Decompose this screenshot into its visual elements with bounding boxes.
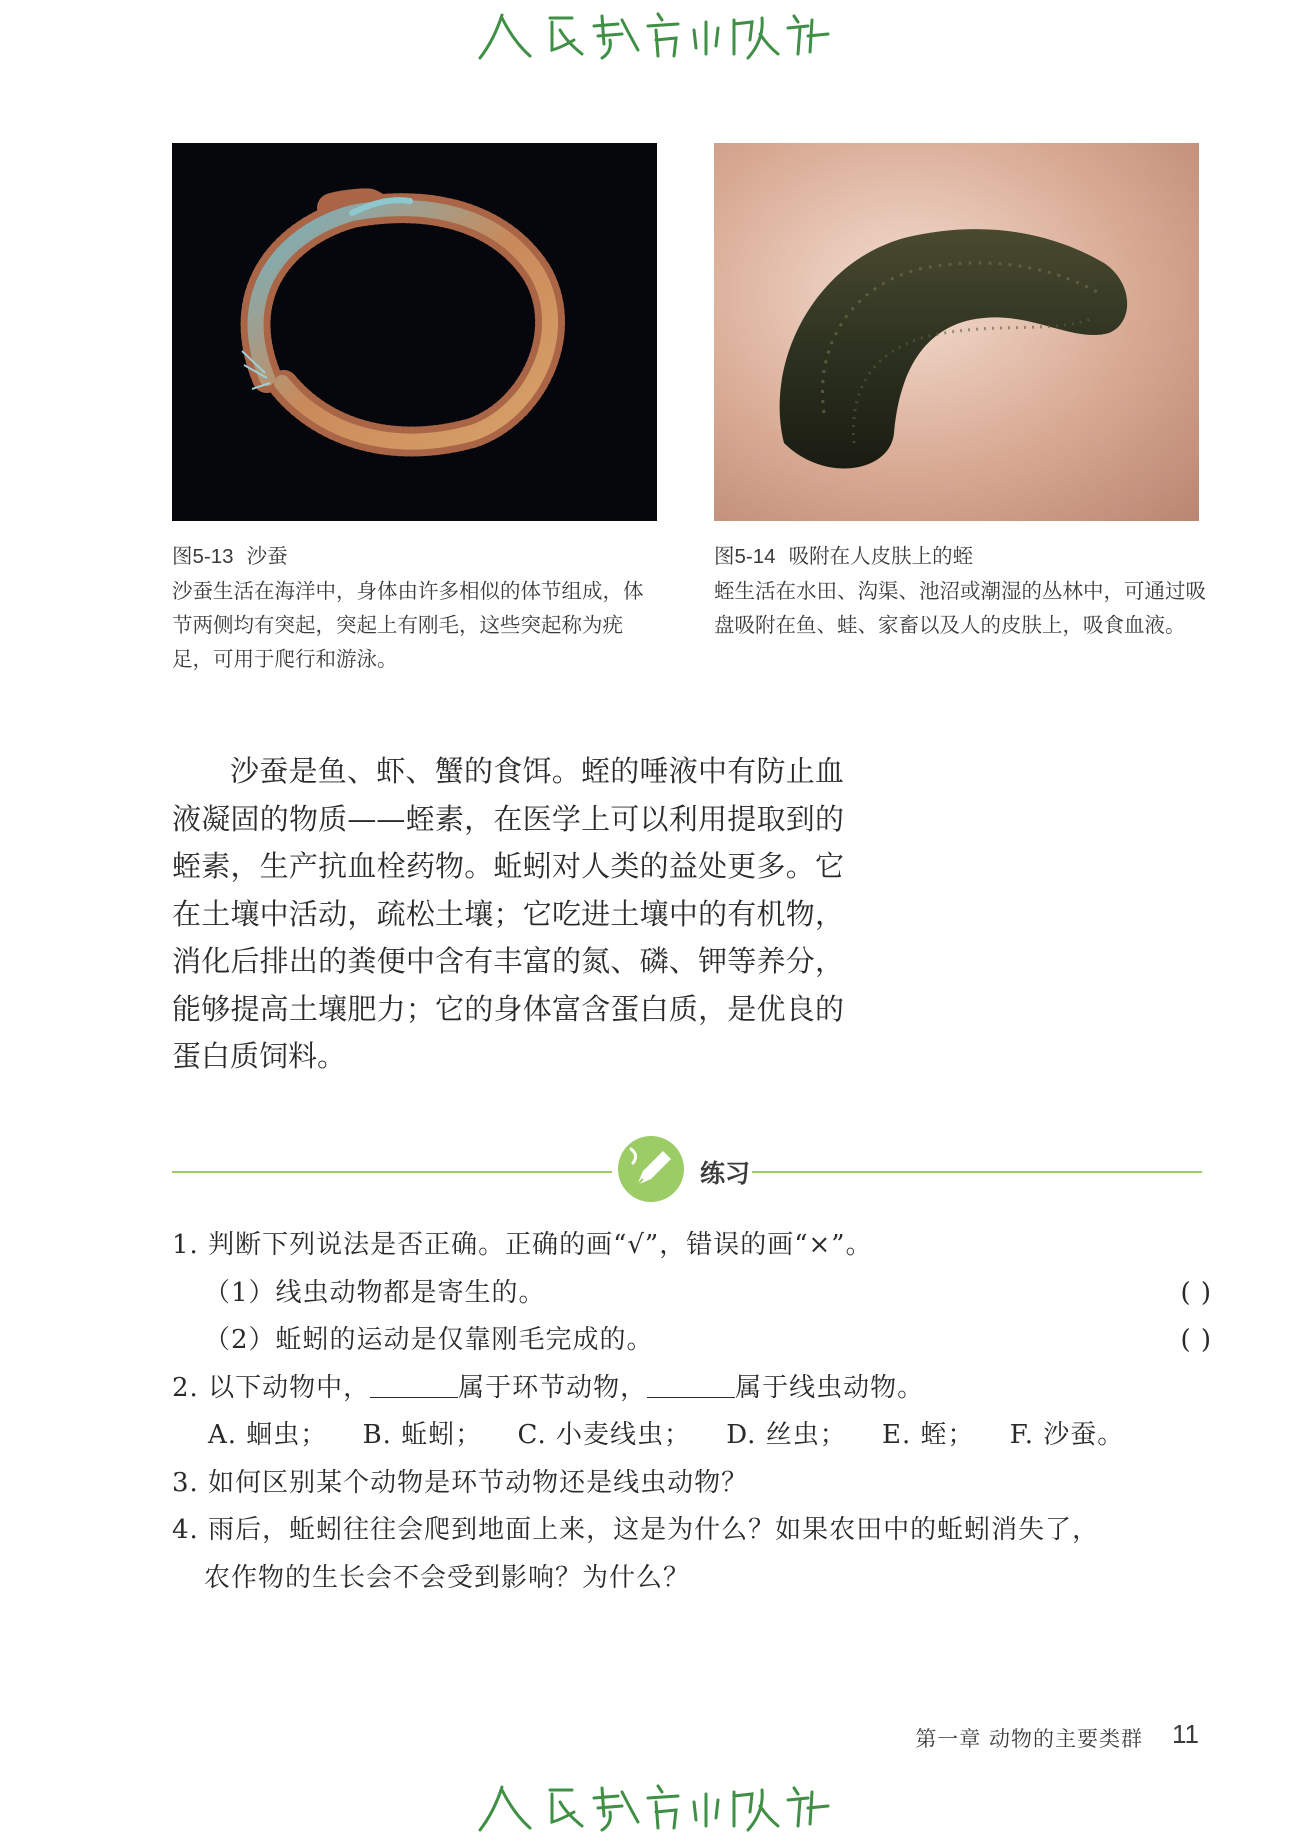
answer-blank bbox=[647, 1367, 735, 1398]
divider-right bbox=[752, 1171, 1202, 1173]
publisher-logo-icon bbox=[472, 1772, 832, 1842]
exercise-header bbox=[172, 1135, 1202, 1205]
question-1: 1. 判断下列说法是否正确。正确的画“√”，错误的画“×”。 bbox=[172, 1230, 873, 1260]
question-4-line-1: 4. 雨后，蚯蚓往往会爬到地面上来，这是为什么？如果农田中的蚯蚓消失了， bbox=[172, 1515, 1100, 1545]
publisher-logo-top bbox=[0, 0, 1303, 70]
question-2-options bbox=[172, 1412, 1212, 1460]
exercise-questions bbox=[172, 1222, 1212, 1602]
figure-5-14-photo bbox=[714, 143, 1199, 521]
answer-parentheses: ( ) bbox=[1180, 1325, 1212, 1355]
publisher-logo-bottom bbox=[0, 1772, 1303, 1842]
question-4-line-2: 农作物的生长会不会受到影响？为什么？ bbox=[204, 1562, 691, 1593]
figure-5-14-caption bbox=[714, 539, 1209, 642]
option-f: F. 沙蚕。 bbox=[1009, 1420, 1125, 1450]
figure-5-13-photo bbox=[172, 143, 657, 521]
answer-blank bbox=[370, 1367, 458, 1398]
pencil-icon bbox=[617, 1135, 685, 1203]
divider-left bbox=[172, 1171, 612, 1173]
question-2-prefix: 2. 以下动物中， bbox=[172, 1372, 371, 1403]
leech-image bbox=[714, 143, 1199, 521]
figure-5-14-description: 蛭生活在水田、沟渠、池沼或潮湿的丛林中，可通过吸盘吸附在鱼、蛙、家畜以及人的皮肤上，吸食血液。 bbox=[714, 579, 1206, 637]
ragworm-image bbox=[172, 143, 657, 521]
question-1-item-2 bbox=[172, 1317, 1212, 1365]
option-e: E. 蛭； bbox=[881, 1420, 975, 1450]
option-a: A. 蛔虫； bbox=[208, 1420, 328, 1450]
answer-parentheses: ( ) bbox=[1180, 1277, 1212, 1308]
question-1-item-1-text: （1）线虫动物都是寄生的。 bbox=[204, 1277, 546, 1308]
page-footer bbox=[0, 1717, 1303, 1757]
figure-5-14-title: 图5-14 吸附在人皮肤上的蛭 bbox=[714, 544, 974, 568]
question-1-item-1 bbox=[172, 1270, 1212, 1318]
option-c: C. 小麦线虫； bbox=[517, 1420, 691, 1450]
option-b: B. 蚯蚓； bbox=[362, 1420, 483, 1450]
body-paragraph-block bbox=[172, 748, 844, 1081]
exercise-title: 练习 bbox=[700, 1159, 751, 1188]
publisher-logo-icon bbox=[472, 0, 832, 70]
figure-5-13-caption bbox=[172, 539, 662, 676]
question-1-item-2-text: （2）蚯蚓的运动是仅靠刚毛完成的。 bbox=[204, 1325, 654, 1355]
figure-5-13-title: 图5-13 沙蚕 bbox=[172, 544, 288, 568]
question-3: 3. 如何区别某个动物是环节动物还是线虫动物？ bbox=[172, 1467, 749, 1498]
question-2-middle: 属于环节动物， bbox=[458, 1372, 648, 1403]
question-2 bbox=[172, 1365, 1212, 1413]
page-number: 11 bbox=[1172, 1719, 1199, 1749]
question-2-suffix: 属于线虫动物。 bbox=[735, 1372, 925, 1403]
body-paragraph: 沙蚕是鱼、虾、蟹的食饵。蛭的唾液中有防止血液凝固的物质——蛭素，在医学上可以利用提取到的蛭素，生产抗血栓药物。蚯蚓对人类的益处更多。它在土壤中活动，疏松土壤；它吃进土壤中的有机物，消化后排出的粪便中含有丰富的氮、磷、钾等养分，能够提高土壤肥力；它的身体富含蛋白质，是优良的蛋白质饲料。 bbox=[172, 754, 844, 1073]
option-d: D. 丝虫； bbox=[726, 1420, 847, 1450]
chapter-title: 第一章 动物的主要类群 bbox=[915, 1727, 1143, 1751]
figure-5-13-description: 沙蚕生活在海洋中，身体由许多相似的体节组成，体节两侧均有突起，突起上有刚毛，这些突起称为疣足，可用于爬行和游泳。 bbox=[172, 579, 644, 671]
